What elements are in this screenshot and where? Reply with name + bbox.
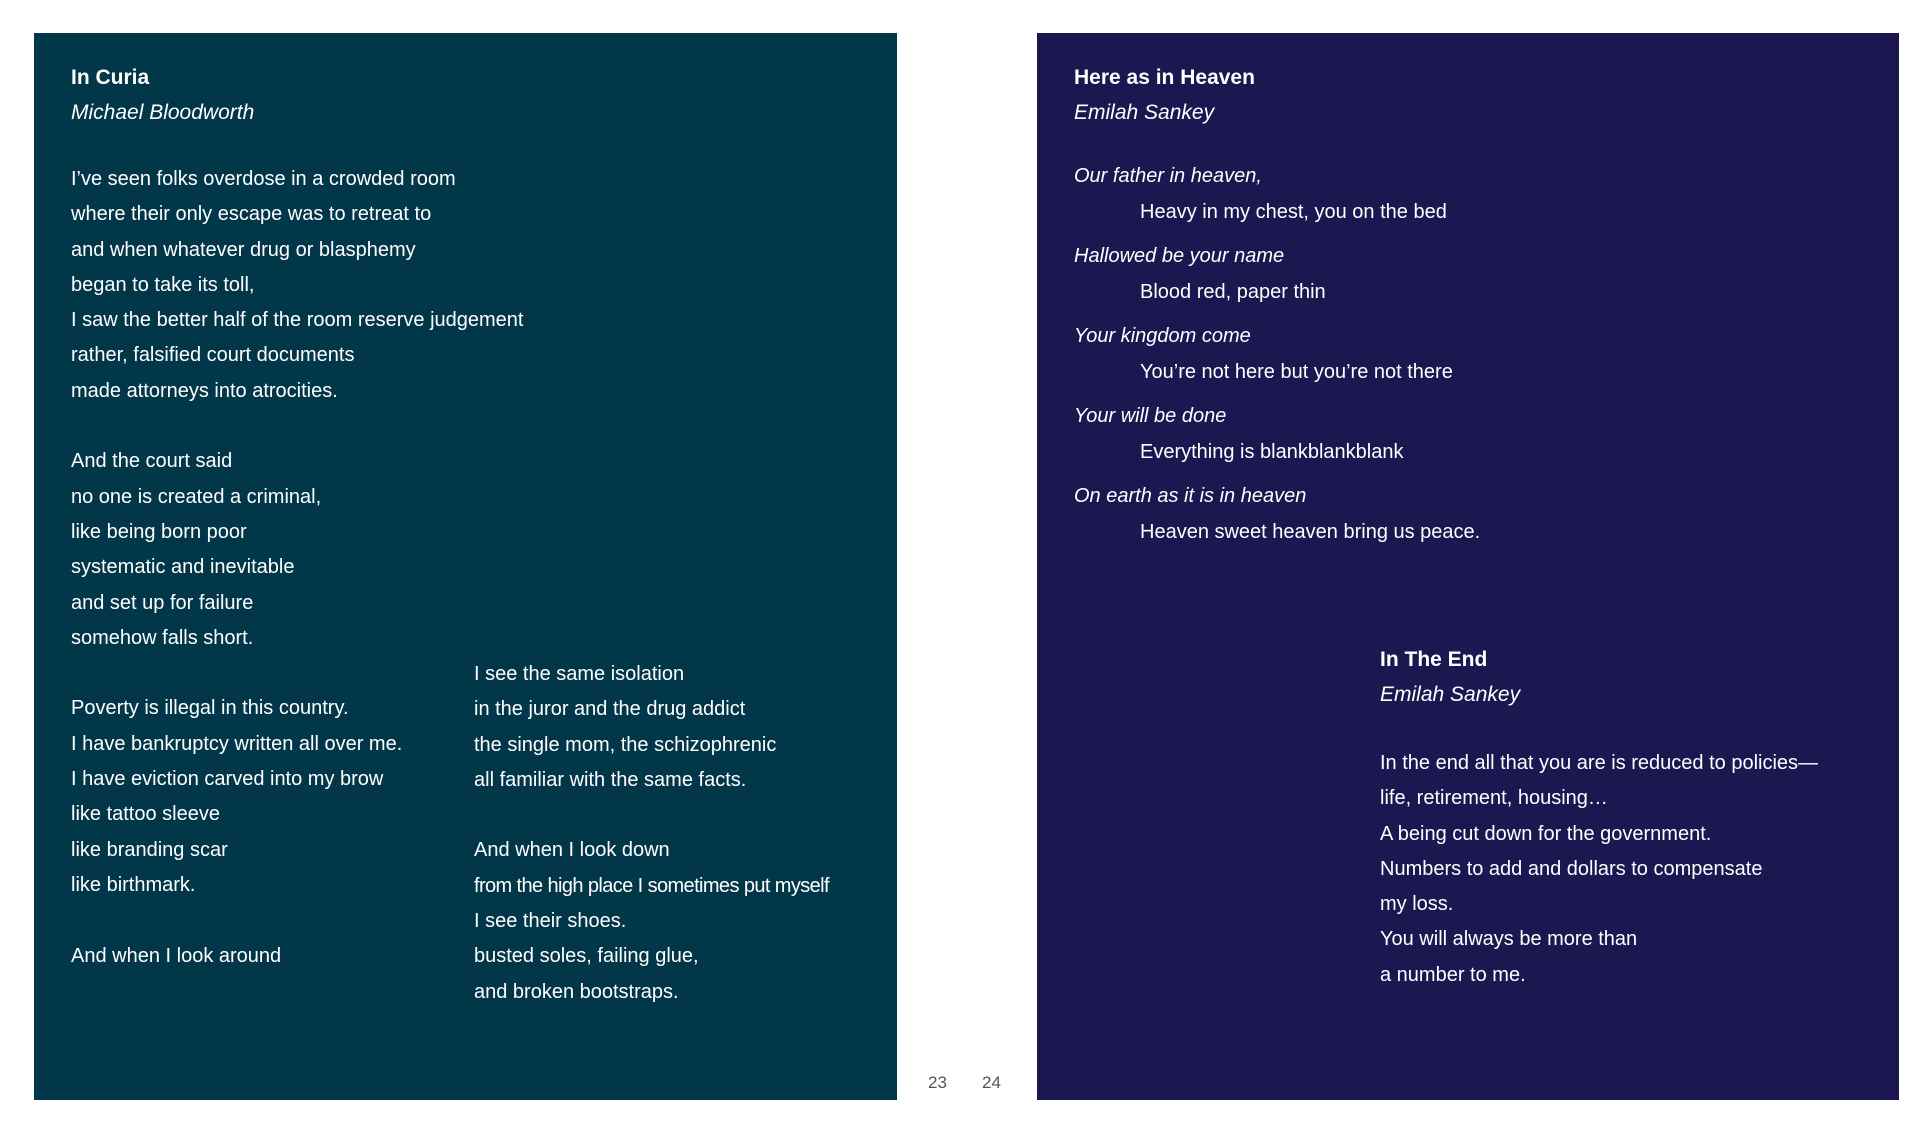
prayer-stanza (1074, 398, 1480, 478)
poem-line: like birthmark. (71, 873, 196, 896)
prayer-stanza (1074, 238, 1480, 318)
prayer-line: Your kingdom come (1074, 325, 1251, 347)
prayer-stanza (1074, 158, 1480, 238)
poem-author-emilah-sankey: Emilah Sankey (1074, 101, 1215, 124)
poem-line: and broken bootstraps. (474, 980, 679, 1003)
poem-line: A being cut down for the government. (1380, 822, 1712, 845)
poem-line: like being born poor (71, 520, 247, 543)
poem-line: rather, falsified court documents (71, 344, 355, 367)
poem-line: Poverty is illegal in this country. (71, 697, 349, 720)
response-line: Everything is blankblankblank (1140, 441, 1404, 463)
poem-line: I see their shoes. (474, 910, 627, 933)
poem-line: like tattoo sleeve (71, 803, 220, 826)
poem-column-1 (71, 162, 523, 974)
stanza-break (71, 409, 523, 444)
poem-author-michael-bloodworth: Michael Bloodworth (71, 101, 255, 124)
poem-line: And when I look down (474, 839, 670, 862)
poem-line: busted soles, failing glue, (474, 945, 699, 968)
poem-line: And when I look around (71, 944, 282, 967)
prayer-line: On earth as it is in heaven (1074, 485, 1307, 507)
poem-title-in-curia: In Curia (71, 66, 150, 89)
poem-line: I saw the better half of the room reserve judgement (71, 309, 524, 332)
stanza-break (71, 656, 523, 691)
page-number-right: 24 (982, 1073, 1001, 1092)
poem-line: the single mom, the schizophrenic (474, 733, 777, 756)
prayer-line: Hallowed be your name (1074, 245, 1285, 267)
prayer-stanza (1074, 478, 1480, 558)
poem-in-the-end-body (1380, 746, 1818, 993)
poem-line: all familiar with the same facts. (474, 768, 747, 791)
prayer-line: Your will be done (1074, 405, 1227, 427)
poem-line: I see the same isolation (474, 663, 685, 685)
poem-line: I’ve seen folks overdose in a crowded room (71, 168, 456, 190)
poem-line: I have eviction carved into my brow (71, 768, 384, 791)
poem-line: began to take its toll, (71, 273, 255, 296)
response-line: Blood red, paper thin (1140, 281, 1326, 303)
poem-line: and set up for failure (71, 591, 254, 614)
poem-line: a number to me. (1380, 963, 1526, 986)
poem-line: somehow falls short. (71, 626, 254, 649)
poem-line: made attorneys into atrocities. (71, 379, 338, 402)
stanza-break (474, 798, 829, 833)
poem-line: no one is created a criminal, (71, 485, 322, 508)
response-line: You’re not here but you’re not there (1140, 361, 1453, 383)
left-page (34, 33, 897, 1100)
poem-line: And the court said (71, 450, 233, 473)
poem-line: Numbers to add and dollars to compensate (1380, 857, 1763, 880)
prayer-stanza (1074, 318, 1480, 398)
poem-line: in the juror and the drug addict (474, 698, 746, 721)
poem-author-emilah-sankey-2: Emilah Sankey (1380, 683, 1521, 706)
poem-line: In the end all that you are is reduced to policies— (1380, 752, 1819, 774)
prayer-line: Our father in heaven, (1074, 165, 1262, 187)
poem-title-in-the-end: In The End (1380, 648, 1488, 671)
response-line: Heavy in my chest, you on the bed (1140, 201, 1447, 223)
response-line: Heaven sweet heaven bring us peace. (1140, 521, 1481, 543)
prayer-poem-body (1074, 158, 1480, 558)
right-page (1037, 33, 1899, 1100)
poem-line: You will always be more than (1380, 928, 1638, 951)
stanza-break (71, 903, 523, 938)
poem-line: systematic and inevitable (71, 556, 295, 579)
page-number-left: 23 (928, 1073, 947, 1092)
poem-line: and when whatever drug or blasphemy (71, 238, 416, 261)
poem-line: I have bankruptcy written all over me. (71, 732, 403, 755)
poem-line: my loss. (1380, 893, 1454, 916)
poem-title-here-as-in-heaven: Here as in Heaven (1074, 66, 1255, 89)
poem-line: like branding scar (71, 838, 228, 861)
poem-column-2 (474, 657, 829, 1010)
poem-line: from the high place I sometimes put myself (474, 874, 829, 897)
poem-line: where their only escape was to retreat to (71, 203, 432, 226)
poem-line: life, retirement, housing… (1380, 787, 1608, 810)
